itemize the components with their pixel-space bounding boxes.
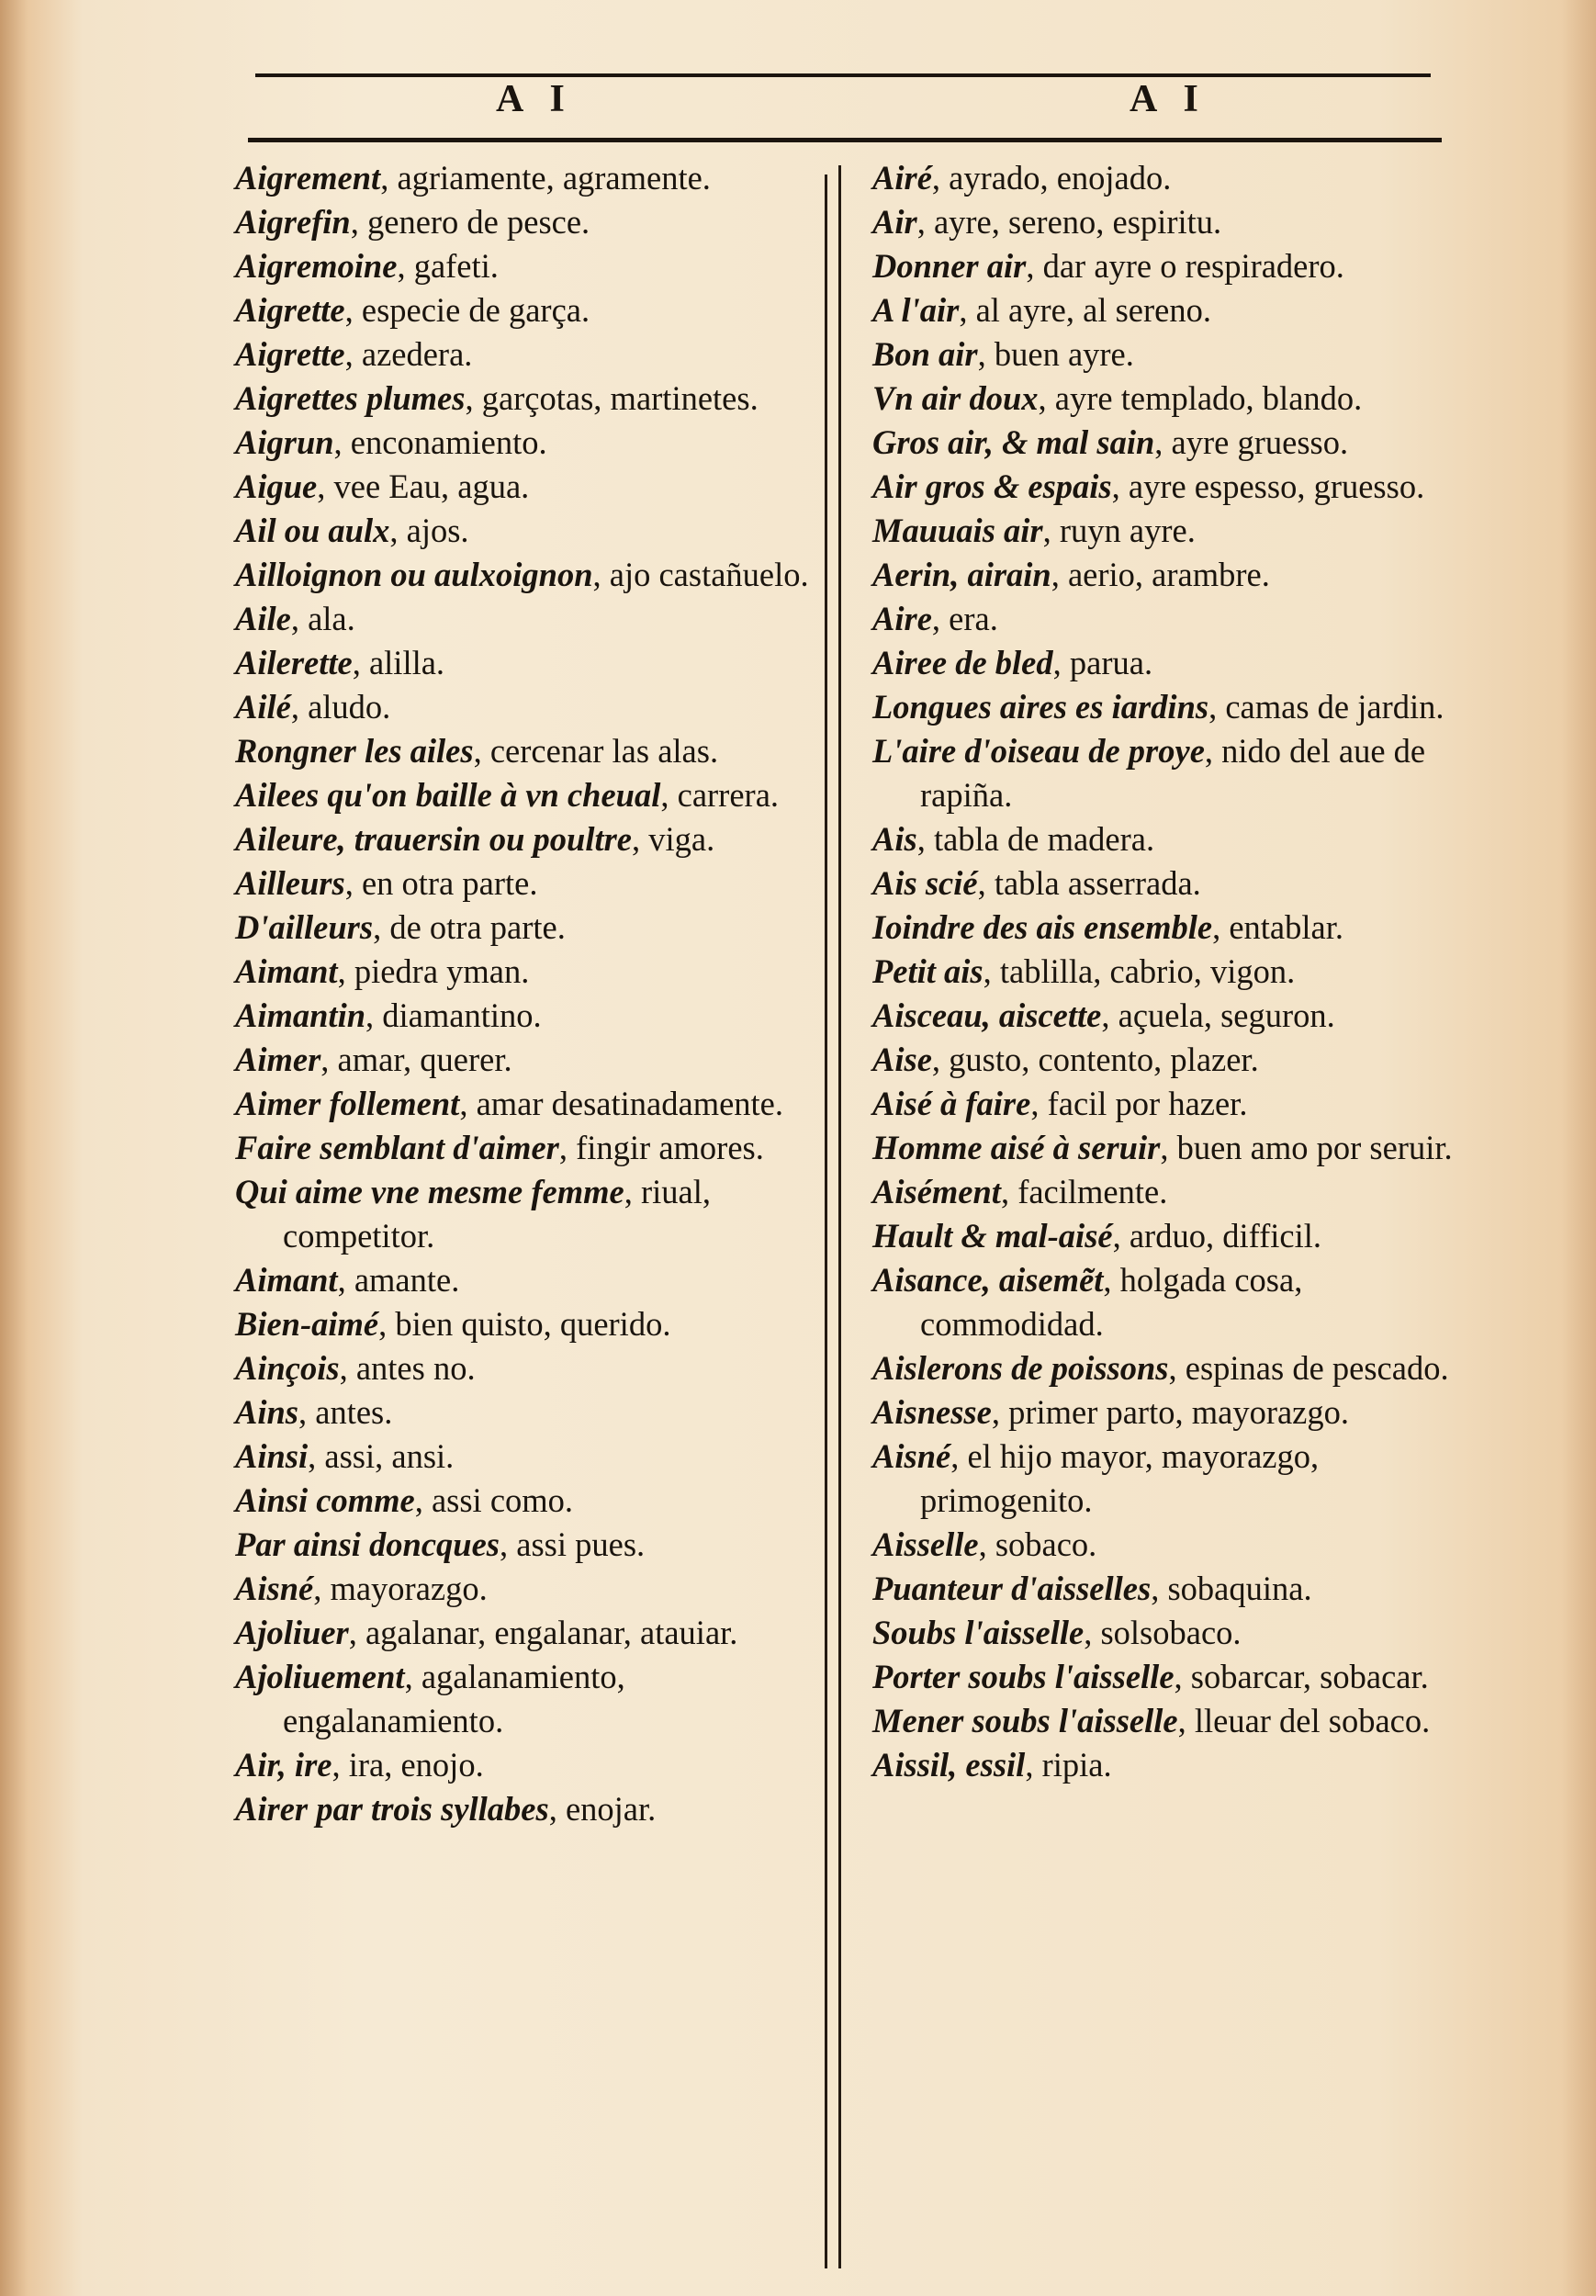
dictionary-entry (872, 685, 1458, 729)
entry-headword: Aisnesse (872, 1393, 992, 1431)
dictionary-entry (235, 1346, 815, 1390)
entry-definition: , ala. (290, 600, 355, 637)
dictionary-entry (235, 1302, 815, 1346)
entry-definition: , riual, competitor. (283, 1173, 711, 1255)
entry-definition: , dar ayre o respiradero. (1026, 247, 1344, 285)
dictionary-entry (235, 994, 815, 1038)
entry-headword: Aigrement (235, 159, 381, 197)
entry-definition: , amante. (337, 1261, 460, 1299)
entry-definition: , tabla asserrada. (977, 864, 1201, 902)
entry-headword: Faire semblant d'aimer (235, 1129, 559, 1166)
entry-definition: , amar, querer. (320, 1041, 512, 1078)
dictionary-entry (872, 817, 1458, 861)
entry-definition: , antes. (298, 1393, 393, 1431)
dictionary-entry (235, 641, 815, 685)
dictionary-entry (872, 377, 1458, 421)
entry-headword: Bien-aimé (235, 1305, 379, 1343)
dictionary-entry (235, 906, 815, 950)
dictionary-entry (235, 1611, 815, 1655)
dictionary-entry (235, 817, 815, 861)
entry-definition: , diamantino. (365, 996, 542, 1034)
dictionary-entry (872, 641, 1458, 685)
entry-headword: Aigremoine (235, 247, 398, 285)
entry-headword: Ainsi comme (235, 1481, 415, 1519)
entry-definition: , ayre templado, blando. (1038, 379, 1363, 417)
entry-headword: Aissil, essil (872, 1746, 1026, 1784)
left-column (235, 156, 815, 1831)
dictionary-entry (872, 1435, 1458, 1523)
dictionary-entry (872, 1523, 1458, 1567)
dictionary-entry (235, 244, 815, 288)
entry-definition: , buen ayre. (977, 335, 1134, 373)
entry-headword: Aileure, trauersin ou poultre (235, 820, 633, 858)
entry-headword: Aigrun (235, 423, 334, 461)
entry-definition: , piedra yman. (337, 952, 530, 990)
entry-definition: , garçotas, martinetes. (465, 379, 759, 417)
entry-definition: , fingir amores. (558, 1129, 764, 1166)
dictionary-entry (235, 950, 815, 994)
entry-headword: Aigrette (235, 335, 345, 373)
entry-definition: , amar desatinadamente. (459, 1085, 783, 1122)
dictionary-entry (872, 553, 1458, 597)
entry-definition: , ajo castañuelo. (592, 556, 809, 593)
dictionary-entry (872, 1699, 1458, 1743)
dictionary-entry (235, 421, 815, 465)
entry-headword: Aisance, aisemẽt (872, 1261, 1104, 1299)
entry-headword: Ains (235, 1393, 298, 1431)
entry-definition: , assi, ansi. (308, 1437, 455, 1475)
entry-definition: , arduo, difficil. (1112, 1217, 1322, 1255)
entry-headword: Puanteur d'aisselles (872, 1570, 1152, 1607)
entry-definition: , entablar. (1212, 908, 1343, 946)
entry-headword: Air gros & espais (872, 467, 1112, 505)
entry-headword: Aisné (235, 1570, 314, 1607)
dictionary-entry (872, 1126, 1458, 1170)
entry-headword: Ailees qu'on baille à vn cheual (235, 776, 661, 814)
right-running-head: A I (1130, 78, 1208, 120)
dictionary-entry (872, 729, 1458, 817)
entry-headword: Aisselle (872, 1525, 979, 1563)
dictionary-entry (235, 553, 815, 597)
entry-definition: , nido del aue de rapiña. (920, 732, 1426, 814)
entry-headword: Aimant (235, 1261, 338, 1299)
entry-headword: Airer par trois syllabes (235, 1790, 549, 1828)
entry-headword: Gros air, & mal sain (872, 423, 1155, 461)
dictionary-entry (872, 332, 1458, 377)
entry-headword: Air, ire (235, 1746, 332, 1784)
entry-headword: Ainçois (235, 1349, 340, 1387)
entry-definition: , mayorazgo. (313, 1570, 488, 1607)
dictionary-entry (235, 509, 815, 553)
entry-definition: , gafeti. (397, 247, 499, 285)
entry-definition: , agalanar, engalanar, atauiar. (348, 1614, 738, 1651)
dictionary-entry (872, 1214, 1458, 1258)
dictionary-entry (872, 1567, 1458, 1611)
dictionary-entry (235, 729, 815, 773)
entry-headword: Qui aime vne mesme femme (235, 1173, 624, 1210)
entry-headword: L'aire d'oiseau de proye (872, 732, 1205, 770)
entry-headword: Aisceau, aiscette (872, 996, 1102, 1034)
dictionary-entry (235, 332, 815, 377)
dictionary-entry (235, 1082, 815, 1126)
entry-definition: , viga. (632, 820, 715, 858)
entry-definition: , alilla. (352, 644, 445, 681)
dictionary-entry (872, 1082, 1458, 1126)
entry-definition: , ayrado, enojado. (931, 159, 1172, 197)
entry-definition: , camas de jardin. (1208, 688, 1444, 726)
entry-headword: Air (872, 203, 917, 241)
entry-headword: Soubs l'aisselle (872, 1614, 1085, 1651)
dictionary-entry (872, 1170, 1458, 1214)
entry-headword: Aisné (872, 1437, 951, 1475)
entry-headword: Aerin, airain (872, 556, 1051, 593)
entry-headword: Ais (872, 820, 917, 858)
column-divider-right (838, 165, 841, 2268)
entry-headword: Homme aisé à seruir (872, 1129, 1161, 1166)
entry-definition: , genero de pesce. (350, 203, 590, 241)
dictionary-entry (235, 1258, 815, 1302)
entry-definition: , gusto, contento, plazer. (931, 1041, 1259, 1078)
entry-headword: Ailleurs (235, 864, 345, 902)
entry-definition: , sobarcar, sobacar. (1174, 1658, 1429, 1695)
entry-definition: , facilmente. (1000, 1173, 1168, 1210)
entry-headword: Ajoliuement (235, 1658, 405, 1695)
entry-headword: Airé (872, 159, 932, 197)
entry-definition: , ira, enojo. (332, 1746, 484, 1784)
dictionary-entry (872, 156, 1458, 200)
entry-headword: Donner air (872, 247, 1027, 285)
dictionary-entry (872, 421, 1458, 465)
dictionary-entry (235, 861, 815, 906)
dictionary-entry (235, 200, 815, 244)
entry-definition: , especie de garça. (344, 291, 590, 329)
entry-headword: Aisément (872, 1173, 1001, 1210)
dictionary-entry (235, 1038, 815, 1082)
dictionary-entry (235, 1787, 815, 1831)
entry-definition: , bien quisto, querido. (378, 1305, 671, 1343)
entry-definition: , de otra parte. (373, 908, 566, 946)
entry-definition: , ayre espesso, gruesso. (1111, 467, 1425, 505)
entry-headword: Aisé à faire (872, 1085, 1031, 1122)
entry-headword: Aile (235, 600, 291, 637)
entry-headword: Porter soubs l'aisselle (872, 1658, 1175, 1695)
entry-definition: , vee Eau, agua. (317, 467, 530, 505)
dictionary-entry (872, 950, 1458, 994)
dictionary-entry (872, 200, 1458, 244)
entry-definition: , tablilla, cabrio, vigon. (983, 952, 1296, 990)
entry-headword: Mauuais air (872, 512, 1043, 549)
entry-headword: Airee de bled (872, 644, 1053, 681)
entry-headword: D'ailleurs (235, 908, 374, 946)
entry-definition: , tabla de madera. (916, 820, 1155, 858)
left-running-head: A I (496, 78, 574, 120)
dictionary-entry (235, 1743, 815, 1787)
entry-definition: , cercenar las alas. (473, 732, 719, 770)
entry-definition: , assi pues. (500, 1525, 646, 1563)
entry-headword: Mener soubs l'aisselle (872, 1702, 1178, 1739)
entry-headword: Ais scié (872, 864, 978, 902)
entry-definition: , enconamiento. (333, 423, 547, 461)
entry-headword: Ailloignon ou aulxoignon (235, 556, 593, 593)
entry-headword: Aimant (235, 952, 338, 990)
entry-headword: Par ainsi doncques (235, 1525, 500, 1563)
entry-definition: , primer parto, mayorazgo. (991, 1393, 1349, 1431)
entry-headword: Ail ou aulx (235, 512, 390, 549)
dictionary-entry (872, 288, 1458, 332)
entry-definition: , al ayre, al sereno. (959, 291, 1211, 329)
entry-headword: Aigrettes plumes (235, 379, 466, 417)
entry-definition: , aerio, arambre. (1051, 556, 1270, 593)
entry-definition: , solsobaco. (1084, 1614, 1242, 1651)
entry-headword: Ainsi (235, 1437, 309, 1475)
entry-definition: , ayre gruesso. (1154, 423, 1349, 461)
entry-headword: Vn air doux (872, 379, 1039, 417)
dictionary-entry (872, 1258, 1458, 1346)
entry-definition: , ajos. (389, 512, 469, 549)
entry-definition: , buen amo por seruir. (1160, 1129, 1453, 1166)
dictionary-entry (235, 1170, 815, 1258)
dictionary-entry (235, 685, 815, 729)
dictionary-entry (872, 1743, 1458, 1787)
entry-headword: Aigrefin (235, 203, 351, 241)
dictionary-entry (235, 1435, 815, 1479)
dictionary-entry (235, 465, 815, 509)
entry-headword: Aislerons de poissons (872, 1349, 1169, 1387)
entry-definition: , lleuar del sobaco. (1177, 1702, 1431, 1739)
entry-definition: , ripia. (1025, 1746, 1112, 1784)
entry-definition: , ruyn ayre. (1042, 512, 1196, 549)
entry-definition: , era. (931, 600, 998, 637)
entry-headword: Bon air (872, 335, 978, 373)
entry-definition: , azedera. (344, 335, 473, 373)
entry-headword: Petit ais (872, 952, 983, 990)
entry-headword: Aigrette (235, 291, 345, 329)
dictionary-entry (235, 1655, 815, 1743)
dictionary-entry (872, 861, 1458, 906)
dictionary-entry (872, 906, 1458, 950)
entry-headword: Ioindre des ais ensemble (872, 908, 1213, 946)
dictionary-entry (872, 1611, 1458, 1655)
dictionary-entry (872, 465, 1458, 509)
dictionary-entry (235, 288, 815, 332)
dictionary-entry (235, 1390, 815, 1435)
entry-definition: , carrera. (660, 776, 780, 814)
entry-definition: , assi como. (414, 1481, 574, 1519)
entry-definition: , enojar. (548, 1790, 657, 1828)
dictionary-entry (235, 377, 815, 421)
entry-definition: , agriamente, agramente. (380, 159, 711, 197)
dictionary-entry (872, 1390, 1458, 1435)
dictionary-entry (872, 1346, 1458, 1390)
entry-headword: Aimer follement (235, 1085, 460, 1122)
entry-definition: , antes no. (339, 1349, 476, 1387)
entry-headword: Rongner les ailes (235, 732, 474, 770)
entry-definition: , sobaquina. (1151, 1570, 1312, 1607)
entry-definition: , aludo. (290, 688, 391, 726)
dictionary-entry (235, 773, 815, 817)
dictionary-entry (235, 1479, 815, 1523)
entry-headword: Hault & mal-aisé (872, 1217, 1113, 1255)
entry-definition: , açuela, seguron. (1101, 996, 1335, 1034)
dictionary-entry (235, 1126, 815, 1170)
entry-definition: , holgada cosa, commodidad. (920, 1261, 1303, 1343)
dictionary-entry (235, 156, 815, 200)
header-rule (248, 138, 1442, 142)
right-column (872, 156, 1458, 1787)
dictionary-entry (872, 994, 1458, 1038)
entry-definition: , parua. (1052, 644, 1153, 681)
entry-headword: Aimantin (235, 996, 366, 1034)
dictionary-entry (235, 1523, 815, 1567)
entry-headword: Ajoliuer (235, 1614, 349, 1651)
dictionary-entry (872, 244, 1458, 288)
entry-definition: , sobaco. (978, 1525, 1097, 1563)
entry-headword: Aimer (235, 1041, 321, 1078)
entry-headword: Aire (872, 600, 932, 637)
entry-definition: , agalanamiento, engalanamiento. (283, 1658, 625, 1739)
dictionary-entry (235, 597, 815, 641)
dictionary-entry (872, 597, 1458, 641)
entry-headword: Ailé (235, 688, 291, 726)
entry-definition: , el hijo mayor, mayorazgo, primogenito. (920, 1437, 1320, 1519)
entry-headword: Aise (872, 1041, 932, 1078)
column-divider-left (825, 174, 827, 2268)
entry-definition: , en otra parte. (344, 864, 538, 902)
entry-headword: Longues aires es iardins (872, 688, 1209, 726)
entry-headword: A l'air (872, 291, 960, 329)
dictionary-entry (872, 1655, 1458, 1699)
entry-definition: , espinas de pescado. (1168, 1349, 1449, 1387)
dictionary-entry (872, 1038, 1458, 1082)
dictionary-entry (872, 509, 1458, 553)
top-rule (255, 73, 1431, 77)
entry-definition: , ayre, sereno, espiritu. (916, 203, 1222, 241)
dictionary-entry (235, 1567, 815, 1611)
entry-headword: Aigue (235, 467, 318, 505)
entry-headword: Ailerette (235, 644, 353, 681)
entry-definition: , facil por hazer. (1030, 1085, 1248, 1122)
